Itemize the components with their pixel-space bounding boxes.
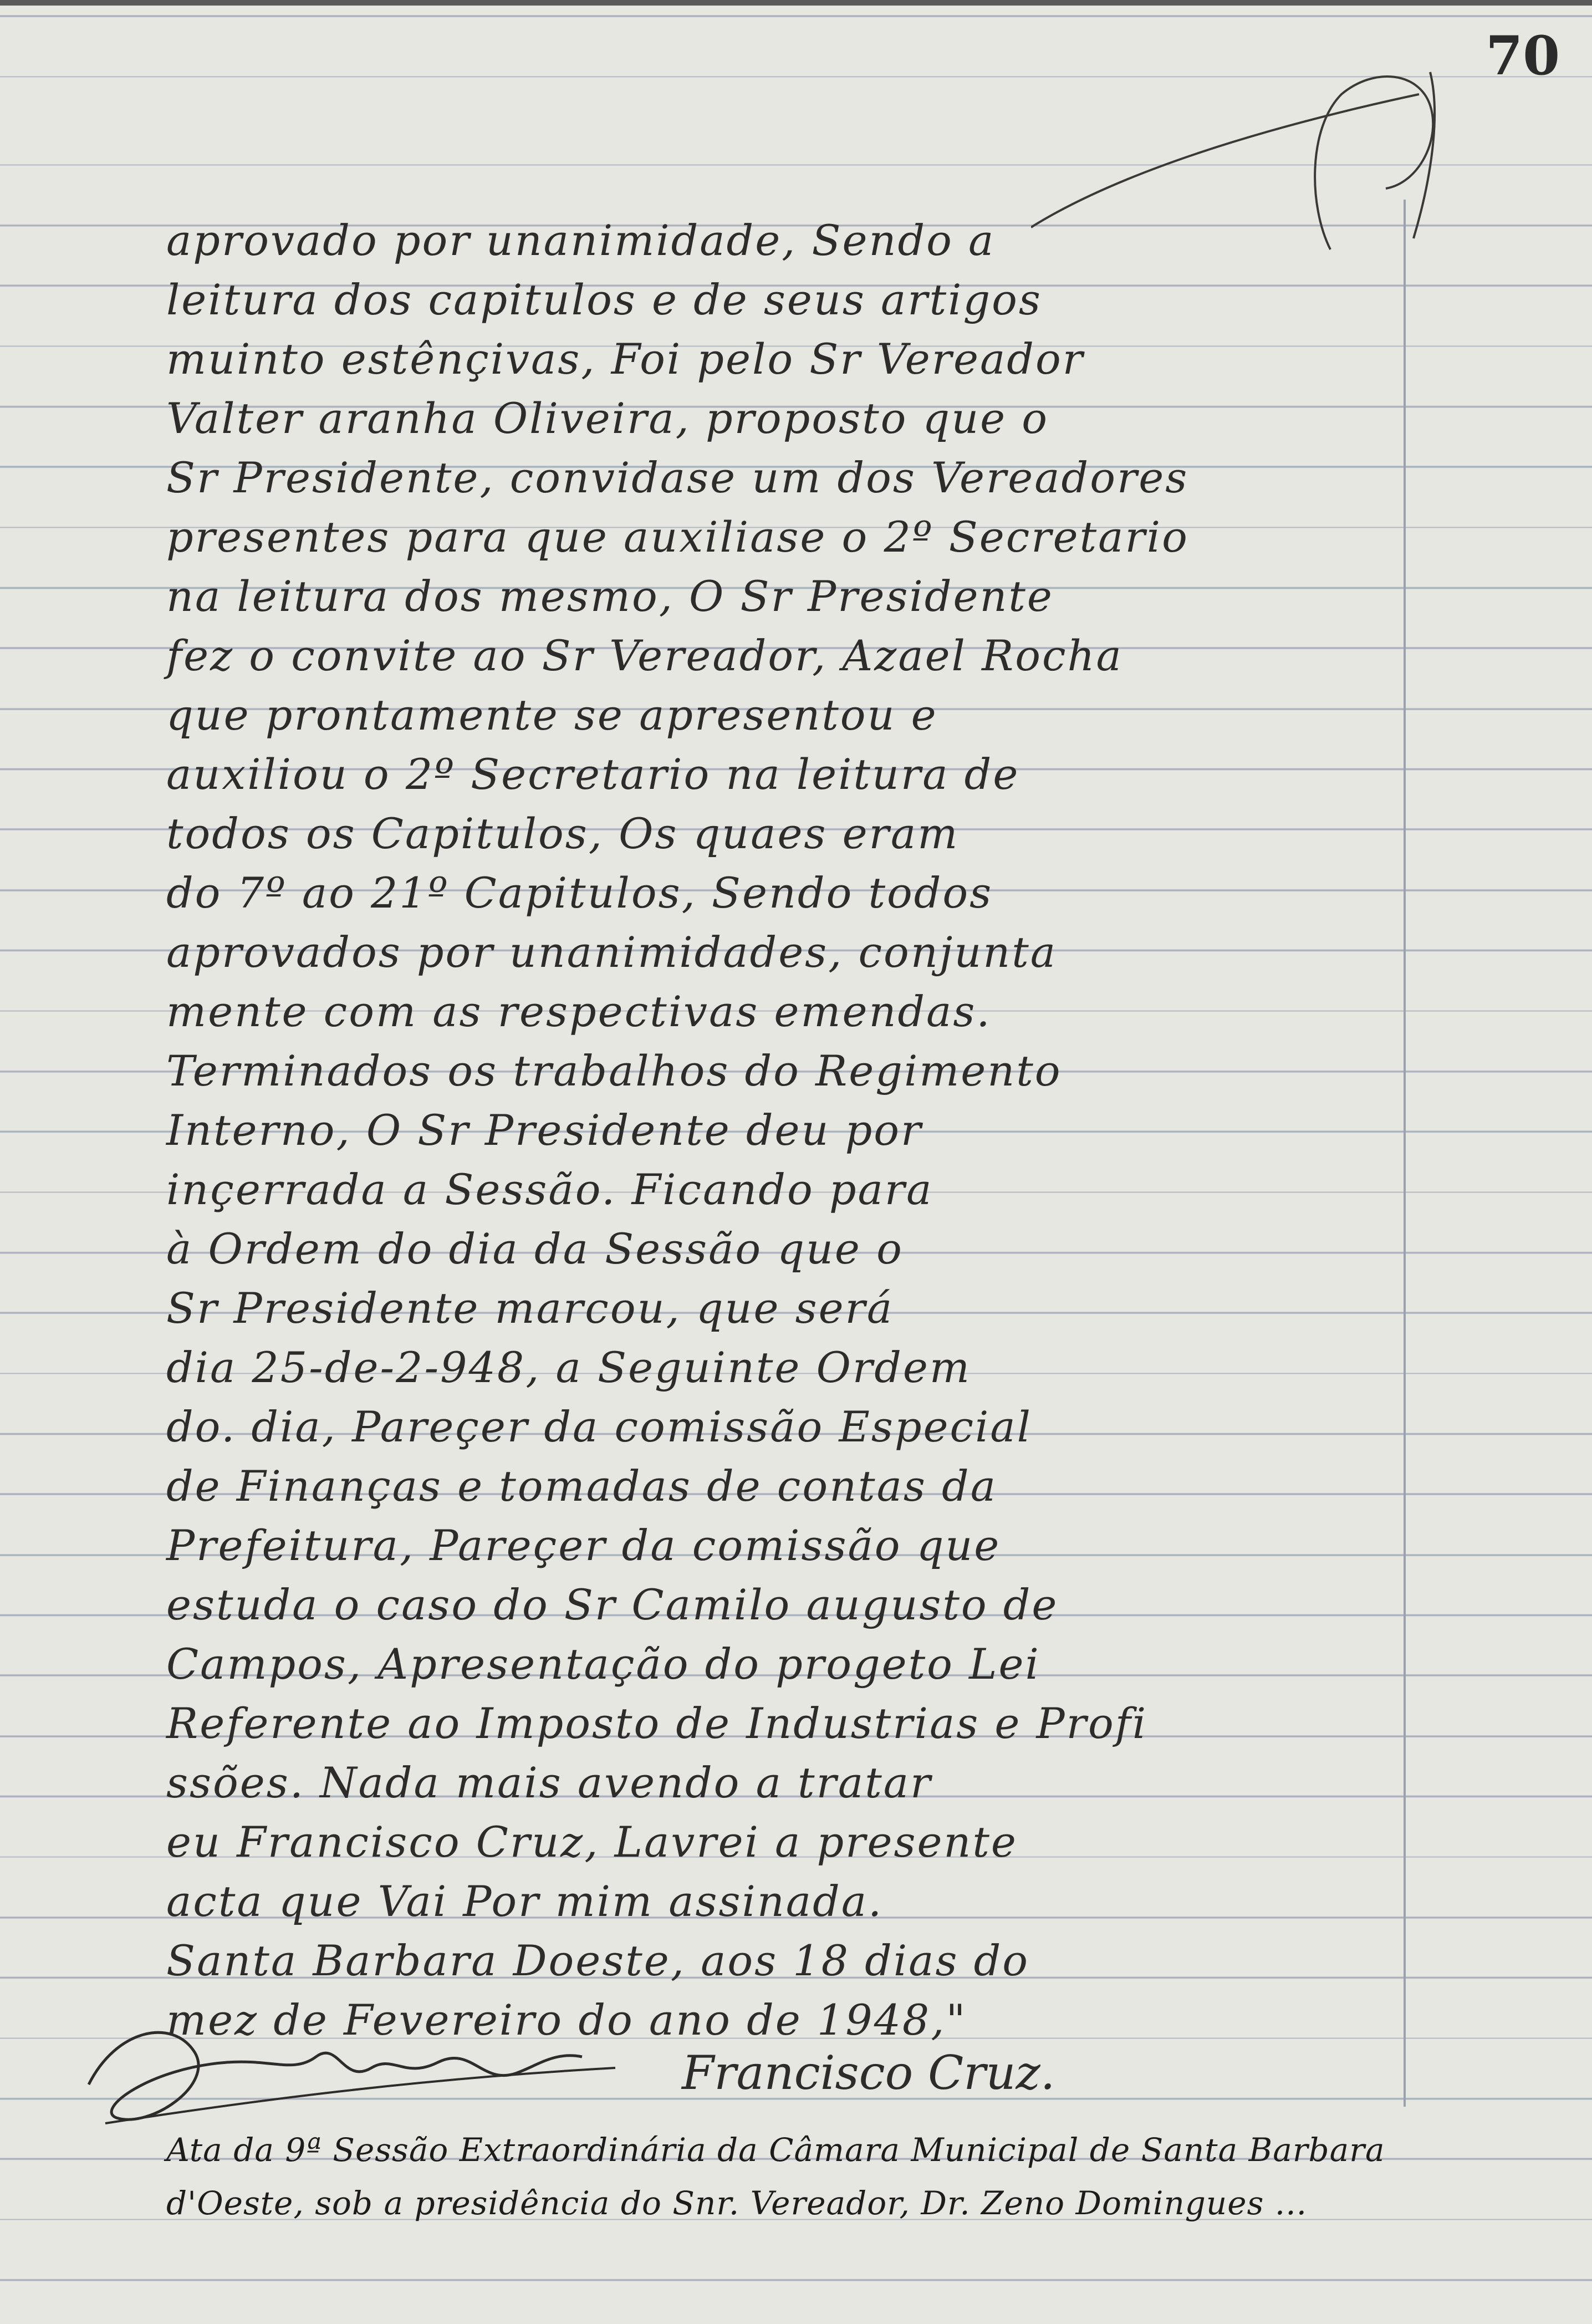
text-line: que prontamente se apresentou e bbox=[166, 690, 938, 740]
text-line: mez de Fevereiro do ano de 1948," bbox=[166, 1995, 967, 2045]
text-line: estuda o caso do Sr Camilo augusto de bbox=[166, 1580, 1059, 1629]
text-line: aprovados por unanimidades, conjunta bbox=[166, 927, 1058, 977]
text-line: muinto estênçivas, Foi pelo Sr Vereador bbox=[166, 334, 1085, 384]
text-line: Valter aranha Oliveira, proposto que o bbox=[166, 394, 1049, 443]
signature-row bbox=[83, 2018, 1414, 2129]
text-line: leitura dos capitulos e de seus artigos bbox=[166, 275, 1042, 324]
text-line: fez o convite ao Sr Vereador, Azael Rocha bbox=[166, 631, 1123, 680]
page-top-edge bbox=[0, 0, 1592, 6]
text-line: mente com as respectivas emendas. bbox=[166, 987, 992, 1036]
text-line: acta que Vai Por mim assinada. bbox=[166, 1877, 884, 1926]
handwritten-signature bbox=[83, 2018, 637, 2140]
text-line: na leitura dos mesmo, O Sr Presidente bbox=[166, 572, 1054, 621]
text-line: ssões. Nada mais avendo a tratar bbox=[166, 1758, 932, 1807]
signature-name: Francisco Cruz. bbox=[682, 2046, 1055, 2100]
text-line: Sr Presidente marcou, que será bbox=[166, 1283, 894, 1333]
page-number: 70 bbox=[1486, 24, 1560, 87]
text-line: à Ordem do dia da Sessão que o bbox=[166, 1224, 904, 1273]
text-line: de Finanças e tomadas de contas da bbox=[166, 1461, 998, 1511]
text-line: Campos, Apresentação do progeto Lei bbox=[166, 1639, 1040, 1689]
text-line: presentes para que auxiliase o 2º Secretario bbox=[166, 512, 1189, 562]
session-footnote bbox=[166, 2123, 1441, 2230]
text-line: Sr Presidente, convidase um dos Vereadores bbox=[166, 453, 1189, 502]
text-line: Referente ao Imposto de Industrias e Profi bbox=[166, 1699, 1148, 1748]
text-line: Terminados os trabalhos do Regimento bbox=[166, 1046, 1062, 1095]
text-line: todos os Capitulos, Os quaes eram bbox=[166, 809, 960, 858]
text-line: aprovado por unanimidade, Sendo a bbox=[166, 216, 996, 265]
text-line: eu Francisco Cruz, Lavrei a presente bbox=[166, 1817, 1018, 1867]
text-line: do 7º ao 21º Capitulos, Sendo todos bbox=[166, 868, 993, 918]
minutes-body-text bbox=[166, 211, 1441, 2050]
text-line: Santa Barbara Doeste, aos 18 dias do bbox=[166, 1936, 1030, 1985]
text-line: Interno, O Sr Presidente deu por bbox=[166, 1105, 923, 1155]
footnote-line: Ata da 9ª Sessão Extraordinária da Câmara Municipal de Santa Barbara bbox=[166, 2131, 1385, 2169]
text-line: auxiliou o 2º Secretario na leitura de bbox=[166, 750, 1020, 799]
text-line: do. dia, Pareçer da comissão Especial bbox=[166, 1402, 1032, 1451]
text-line: dia 25-de-2-948, a Seguinte Ordem bbox=[166, 1343, 971, 1392]
text-line: Prefeitura, Pareçer da comissão que bbox=[166, 1521, 1001, 1570]
footnote-line: d'Oeste, sob a presidência do Snr. Vereador, Dr. Zeno Domingues ... bbox=[166, 2184, 1308, 2222]
text-line: inçerrada a Sessão. Ficando para bbox=[166, 1165, 933, 1214]
